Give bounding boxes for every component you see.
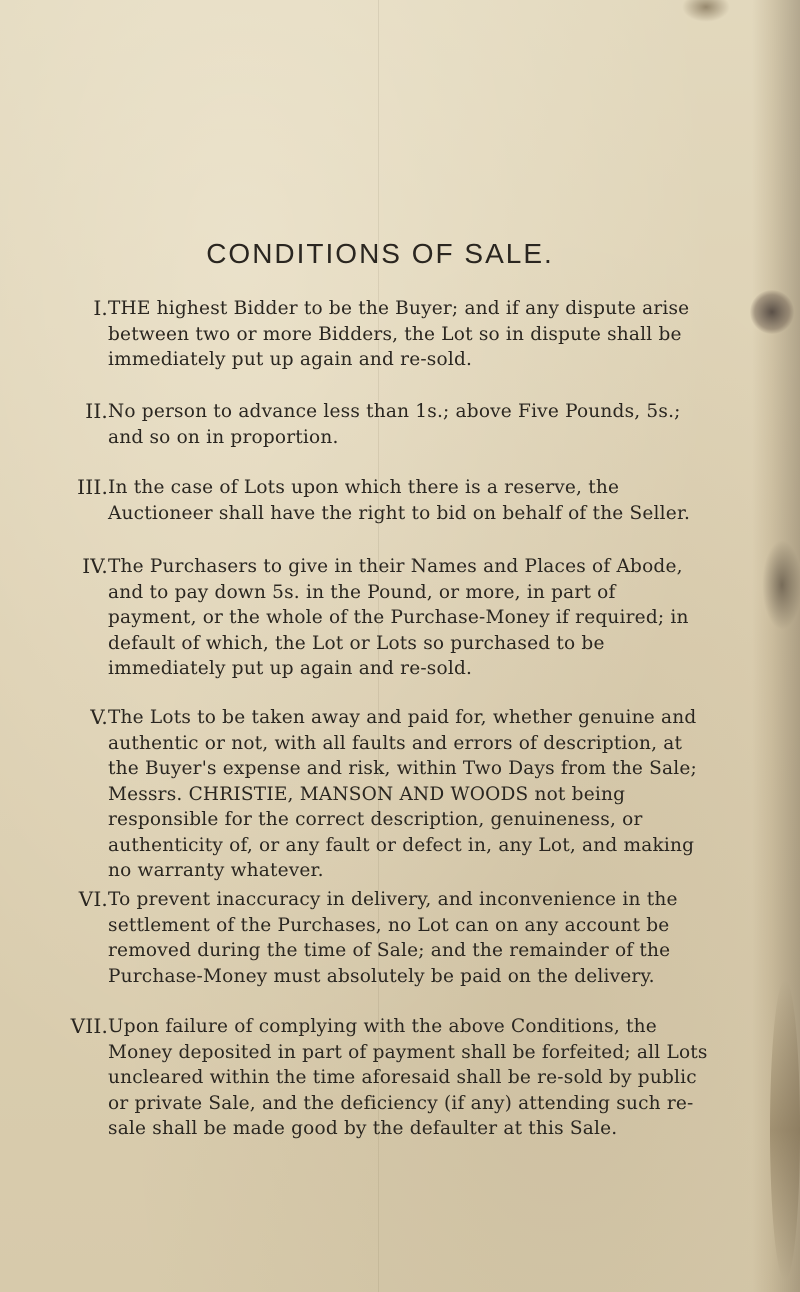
- condition-item: [77, 475, 708, 526]
- condition-number: III.: [77, 475, 108, 499]
- paper-stain: [770, 980, 800, 1280]
- condition-item: [82, 554, 708, 682]
- condition-text: To prevent inaccuracy in delivery, and inconvenience in the settlement of the Purchases, no Lot can on any account be removed during the time of Sale; and the remainder of the Purchase-Money must absolutely be paid on the delivery.: [108, 889, 678, 987]
- paper-stain: [750, 290, 794, 334]
- condition-item: [90, 705, 708, 884]
- condition-text: The Purchasers to give in their Names and Places of Abode, and to pay down 5s. in the Pound, or more, in part of payment, or the whole of the Purchase-Money if required; in default of which, the Lot or Lots so purchased to be immediately put up again and re-sold.: [108, 556, 689, 679]
- condition-number: VII.: [70, 1014, 108, 1038]
- condition-number: IV.: [82, 554, 108, 578]
- condition-text: The Lots to be taken away and paid for, whether genuine and authentic or not, with all faults and errors of description, at the Buyer's expense and risk, within Two Days from the Sale; Messrs. CHRISTIE, MANSON AND WOODS not being responsible for the correct description, genuineness, or authenticity of, or any fault or defect in, any Lot, and making no warranty whatever.: [108, 707, 697, 881]
- condition-number: V.: [90, 705, 108, 729]
- condition-item: [85, 399, 708, 450]
- condition-item: [78, 887, 708, 989]
- condition-number: I.: [93, 296, 108, 320]
- paper-stain: [762, 540, 800, 630]
- condition-number: II.: [85, 399, 108, 423]
- condition-item: [70, 1014, 708, 1142]
- condition-text: Upon failure of complying with the above Conditions, the Money deposited in part of payment shall be forfeited; all Lots uncleared within the time aforesaid shall be re-sold by public or private Sale, and the deficiency (if any) attending such re-sale shall be made good by the defaulter at this Sale.: [108, 1016, 708, 1139]
- condition-text: In the case of Lots upon which there is a reserve, the Auctioneer shall have the right to bid on behalf of the Seller.: [108, 477, 691, 524]
- paper-stain: [682, 0, 730, 22]
- condition-text: No person to advance less than 1s.; above Five Pounds, 5s.; and so on in proportion.: [108, 401, 681, 448]
- condition-number: VI.: [78, 887, 108, 911]
- page-title: CONDITIONS OF SALE.: [206, 238, 554, 269]
- condition-item: [93, 296, 708, 373]
- condition-text: THE highest Bidder to be the Buyer; and if any dispute arise between two or more Bidders, the Lot so in dispute shall be immediately put up again and re-sold.: [108, 298, 690, 370]
